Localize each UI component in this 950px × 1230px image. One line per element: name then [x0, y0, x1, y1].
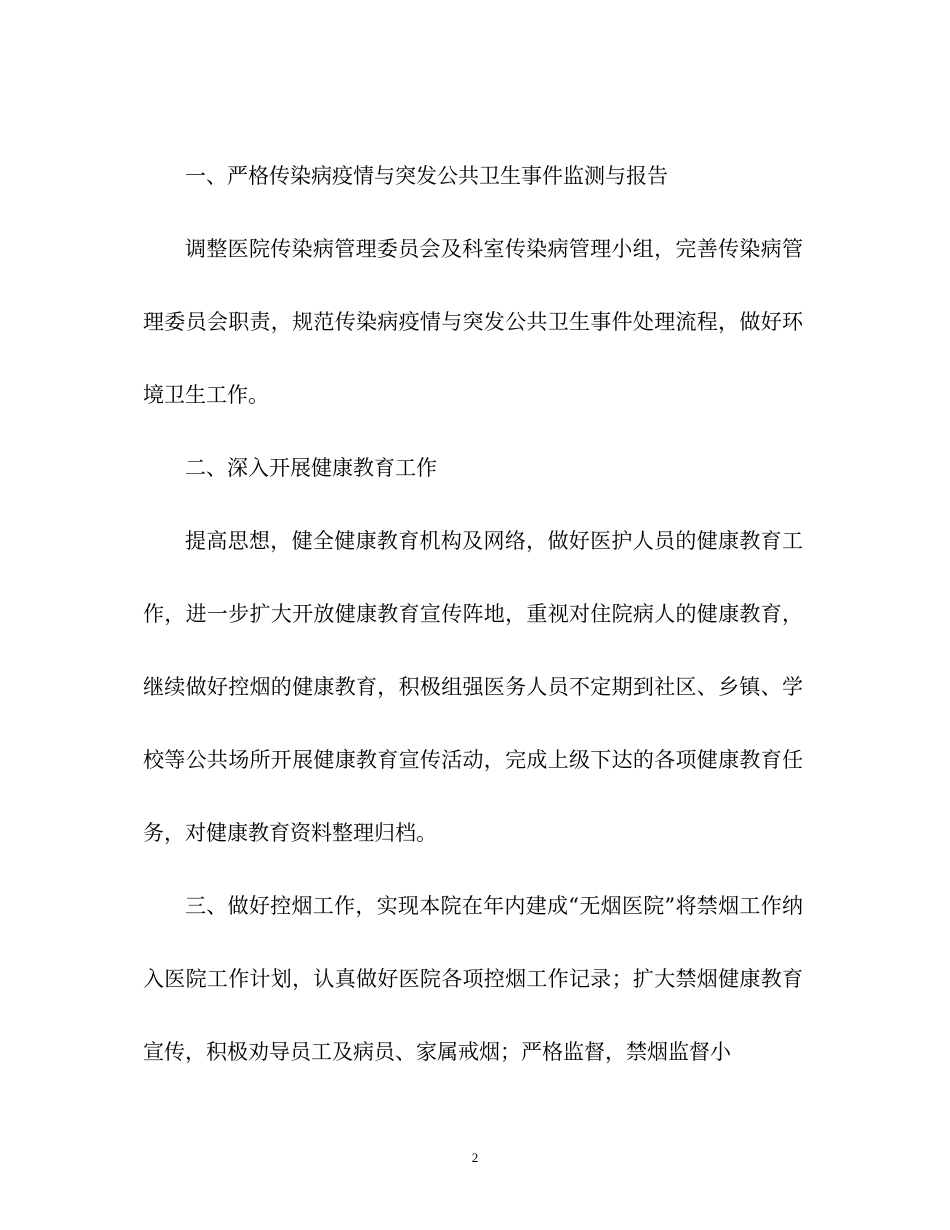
- paragraph-3: 三、做好控烟工作，实现本院在年内建成“无烟医院”将禁烟工作纳入医院工作计划，认真做好医院各项控烟工作记录；扩大禁烟健康教育宣传，积极劝导员工及病员、家属戒烟；严格监督，禁烟监督小: [143, 894, 803, 1064]
- paragraph-1: 调整医院传染病管理委员会及科室传染病管理小组，完善传染病管理委员会职责，规范传染病疫情与突发公共卫生事件处理流程，做好环境卫生工作。: [143, 237, 803, 407]
- page-number: 2: [471, 1150, 479, 1165]
- document-body: [143, 140, 803, 1089]
- paragraph-2: 提高思想，健全健康教育机构及网络，做好医护人员的健康教育工作，进一步扩大开放健康教育宣传阵地，重视对住院病人的健康教育，继续做好控烟的健康教育，积极组强医务人员不定期到社区、乡镇、学校等公共场所开展健康教育宣传活动，完成上级下达的各项健康教育任务，对健康教育资料整理归档。: [143, 529, 803, 845]
- section-heading-2: 二、深入开展健康教育工作: [185, 456, 437, 480]
- section-heading-1: 一、严格传染病疫情与突发公共卫生事件监测与报告: [185, 164, 668, 188]
